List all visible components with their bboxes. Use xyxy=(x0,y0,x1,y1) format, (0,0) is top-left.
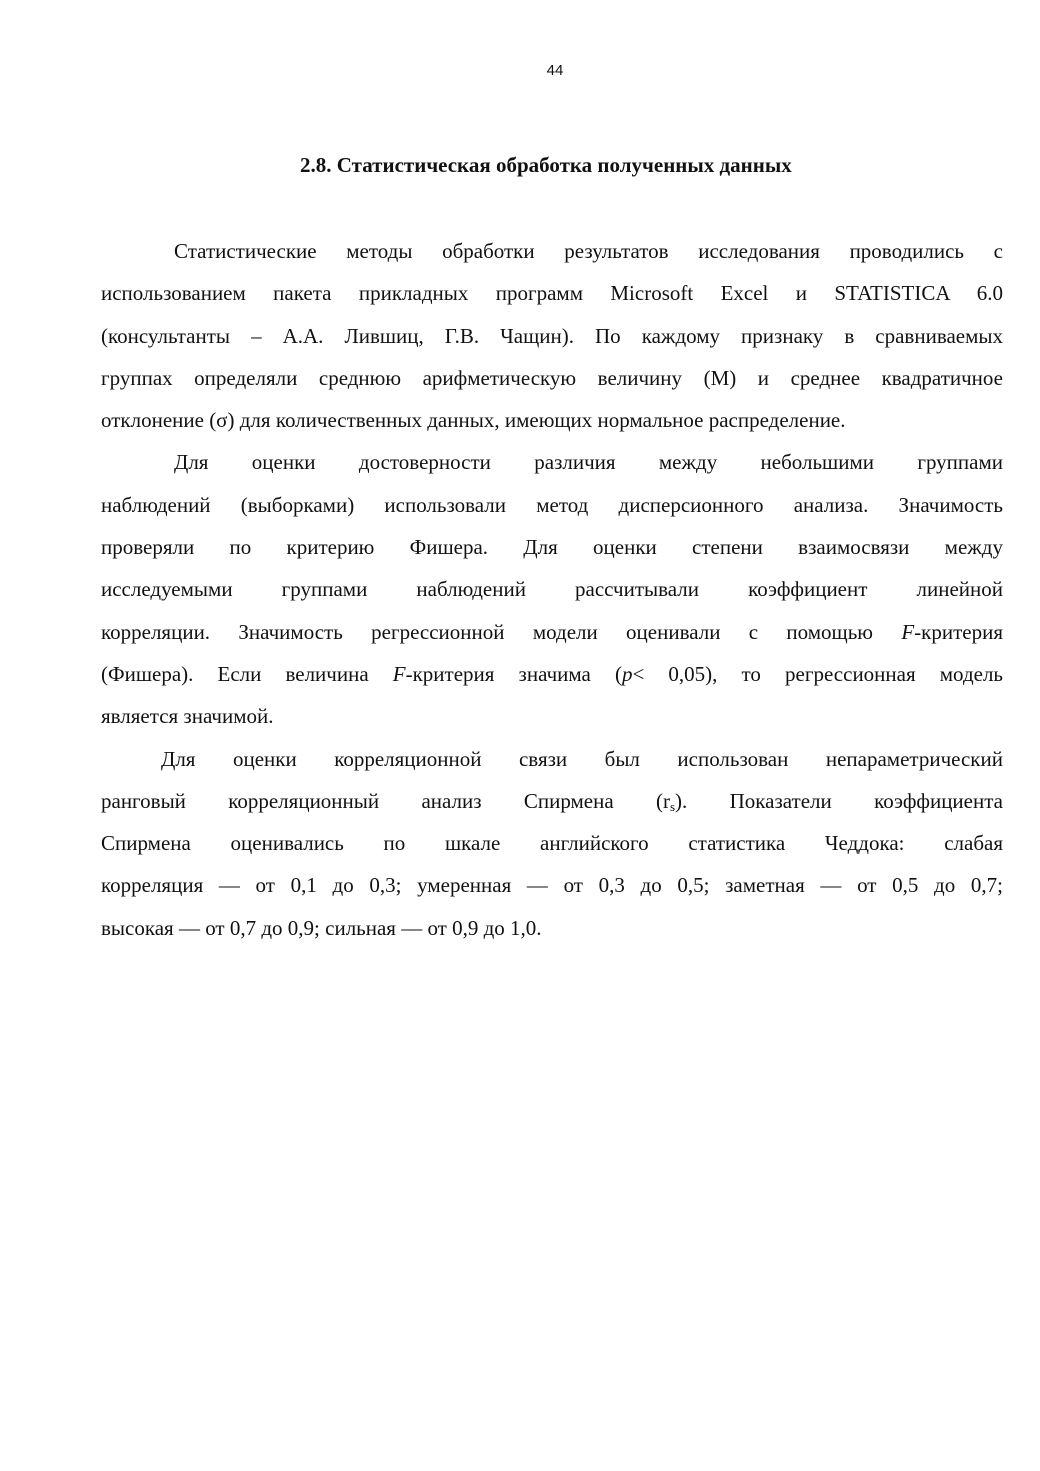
text-line: Для оценки корреляционной связи был использован непараметрический xyxy=(161,746,1003,771)
text-line: использованием пакета прикладных программ Microsoft Excel и STATISTICA 6.0 xyxy=(101,281,1003,306)
text-line: отклонение (σ) для количественных данных, имеющих нормальное распределение. xyxy=(101,408,846,433)
section-title: 2.8. Статистическая обработка полученных данных xyxy=(300,153,792,177)
text-fragment: < 0,05), то регрессионная модель xyxy=(632,661,1004,686)
body-text xyxy=(101,230,1003,949)
text-line xyxy=(101,653,1003,695)
text-line: наблюдений (выборками) использовали метод дисперсионного анализа. Значимость xyxy=(101,492,1003,517)
text-line: высокая — от 0,7 до 0,9; сильная — от 0,9 до 1,0. xyxy=(101,915,542,940)
italic-p: р xyxy=(621,661,633,686)
text-line: Для оценки достоверности различия между небольшими группами xyxy=(174,450,1003,475)
text-line: Статистические методы обработки результатов исследования проводились с xyxy=(174,239,1003,263)
text-fragment: ранговый корреляционный анализ Спирмена (r xyxy=(101,788,670,813)
text-fragment: -критерия xyxy=(914,619,1003,644)
text-line xyxy=(101,780,1003,822)
text-fragment: корреляции. Значимость регрессионной модели оценивали с помощью xyxy=(101,619,902,644)
text-line: Спирмена оценивались по шкале английского статистика Чеддока: слабая xyxy=(101,831,1003,856)
paragraph-statistical-methods xyxy=(101,230,1003,441)
text-fragment: -критерия значима ( xyxy=(405,661,622,686)
italic-f: F xyxy=(392,661,406,686)
paragraph-spearman-correlation xyxy=(101,738,1003,949)
text-line xyxy=(101,611,1003,653)
text-line: проверяли по критерию Фишера. Для оценки степени взаимосвязи между xyxy=(101,535,1003,560)
text-line: является значимой. xyxy=(101,704,274,729)
subscript-s: s xyxy=(669,798,676,814)
text-line: группах определяли среднюю арифметическую величину (М) и среднее квадратичное xyxy=(101,365,1003,390)
text-fragment: ). Показатели коэффициента xyxy=(675,788,1003,813)
text-line: корреляция — от 0,1 до 0,3; умеренная — от 0,3 до 0,5; заметная — от 0,5 до 0,7; xyxy=(101,873,1003,898)
page-number: 44 xyxy=(546,62,564,79)
text-fragment: (Фишера). Если величина xyxy=(101,661,393,686)
paragraph-dispersion-analysis xyxy=(101,441,1003,737)
text-line: (консультанты – А.А. Лившиц, Г.В. Чащин). По каждому признаку в сравниваемых xyxy=(101,323,1003,348)
text-line: исследуемыми группами наблюдений рассчитывали коэффициент линейной xyxy=(101,577,1003,602)
italic-f: F xyxy=(901,619,915,644)
